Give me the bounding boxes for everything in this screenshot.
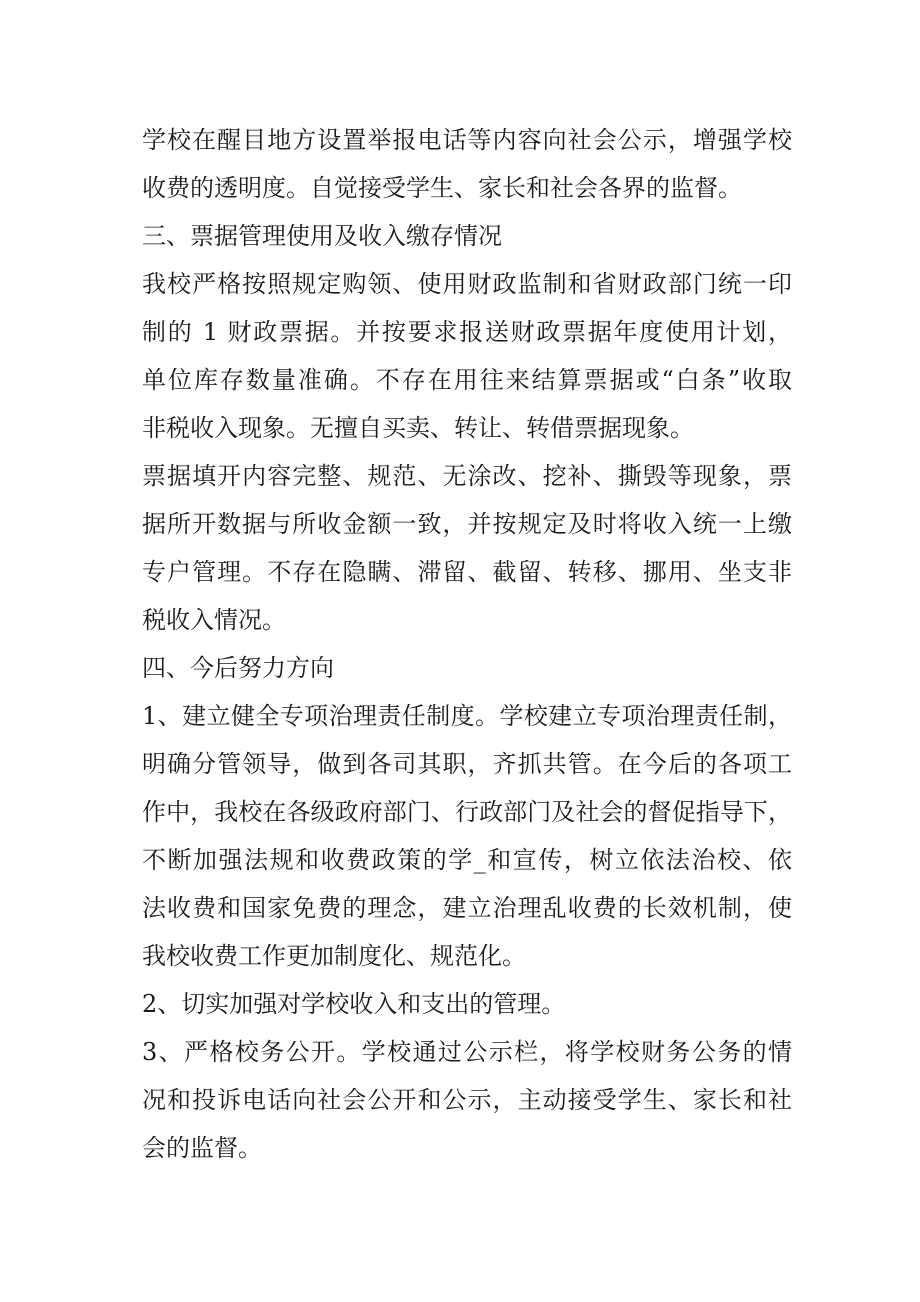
paragraph-line: 非税收入现象。无擅自买卖、转让、转借票据现象。 bbox=[142, 414, 694, 442]
paragraph-line: 税收入情况。 bbox=[142, 606, 286, 634]
paragraph-line: 作中，我校在各级政府部门、行政部门及社会的督促指导下， bbox=[142, 798, 792, 826]
paragraph-line: 况和投诉电话向社会公开和公示，主动接受学生、家长和社 bbox=[142, 1086, 792, 1114]
paragraph-line: 单位库存数量准确。不存在用往来结算票据或“白条”收取 bbox=[142, 366, 792, 394]
document-body bbox=[142, 116, 792, 1172]
paragraph-line: 专户管理。不存在隐瞒、滞留、截留、转移、挪用、坐支非 bbox=[142, 558, 792, 586]
section-heading: 四、今后努力方向 bbox=[142, 654, 334, 682]
paragraph-line: 我校收费工作更加制度化、规范化。 bbox=[142, 942, 526, 970]
paragraph-line: 学校在醒目地方设置举报电话等内容向社会公示，增强学校 bbox=[142, 126, 792, 154]
paragraph-line: 票据填开内容完整、规范、无涂改、挖补、撕毁等现象，票 bbox=[142, 462, 792, 490]
paragraph-line: 1、建立健全专项治理责任制度。学校建立专项治理责任制， bbox=[142, 702, 792, 730]
paragraph-line: 制的 1 财政票据。并按要求报送财政票据年度使用计划， bbox=[142, 318, 792, 346]
paragraph-line: 我校严格按照规定购领、使用财政监制和省财政部门统一印 bbox=[142, 270, 792, 298]
paragraph-line: 收费的透明度。自觉接受学生、家长和社会各界的监督。 bbox=[142, 174, 742, 202]
paragraph-line: 3、严格校务公开。学校通过公示栏，将学校财务公务的情 bbox=[142, 1038, 792, 1066]
paragraph-line: 2、切实加强对学校收入和支出的管理。 bbox=[142, 990, 566, 1018]
paragraph-line: 不断加强法规和收费政策的学_和宣传，树立依法治校、依 bbox=[142, 846, 792, 874]
paragraph-line: 明确分管领导，做到各司其职，齐抓共管。在今后的各项工 bbox=[142, 750, 792, 778]
paragraph-line: 法收费和国家免费的理念，建立治理乱收费的长效机制，使 bbox=[142, 894, 792, 922]
section-heading: 三、票据管理使用及收入缴存情况 bbox=[142, 222, 502, 250]
paragraph-line: 会的监督。 bbox=[142, 1134, 262, 1162]
paragraph-line: 据所开数据与所收金额一致，并按规定及时将收入统一上缴 bbox=[142, 510, 792, 538]
